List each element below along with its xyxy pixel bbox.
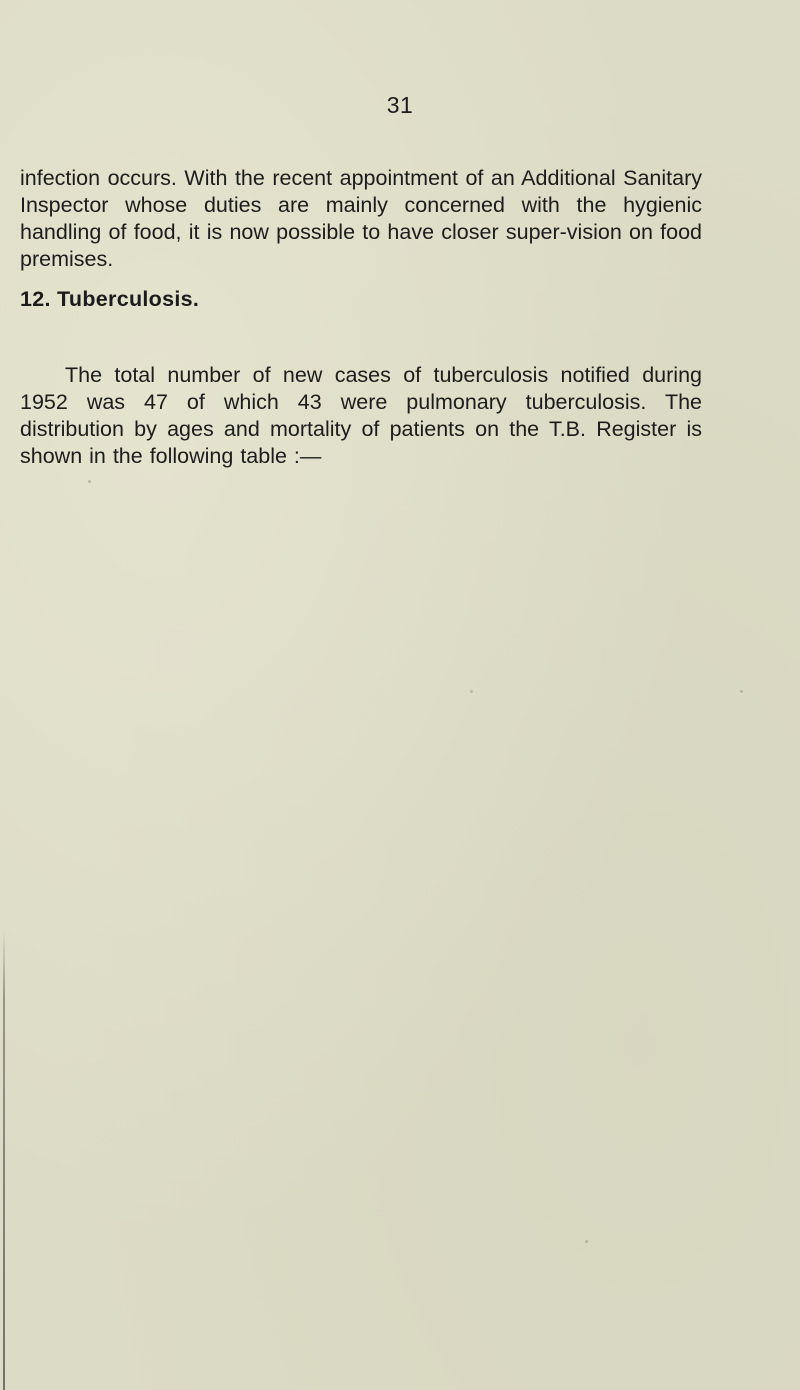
paper-speck — [470, 690, 473, 693]
paper-speck — [88, 480, 91, 483]
page-number: 31 — [386, 92, 414, 118]
paragraph-tuberculosis: The total number of new cases of tuberculosis notified during 1952 was 47 of which 43 were pulmonary tuberculosis. The distribution by ages and mortality of patients on the T.B. Register is shown in the following table :— — [20, 362, 702, 468]
section-heading-tuberculosis: 12. Tuberculosis. — [20, 287, 200, 311]
paragraph-food-premises: infection occurs. With the recent appointment of an Additional Sanitary Inspector whose duties are mainly concerned with the hygienic handling of food, it is now possible to have closer super-vision on food premises. — [20, 165, 702, 271]
binding-edge-shadow — [3, 930, 5, 1390]
paper-speck — [585, 1240, 588, 1243]
paper-speck — [740, 690, 743, 693]
